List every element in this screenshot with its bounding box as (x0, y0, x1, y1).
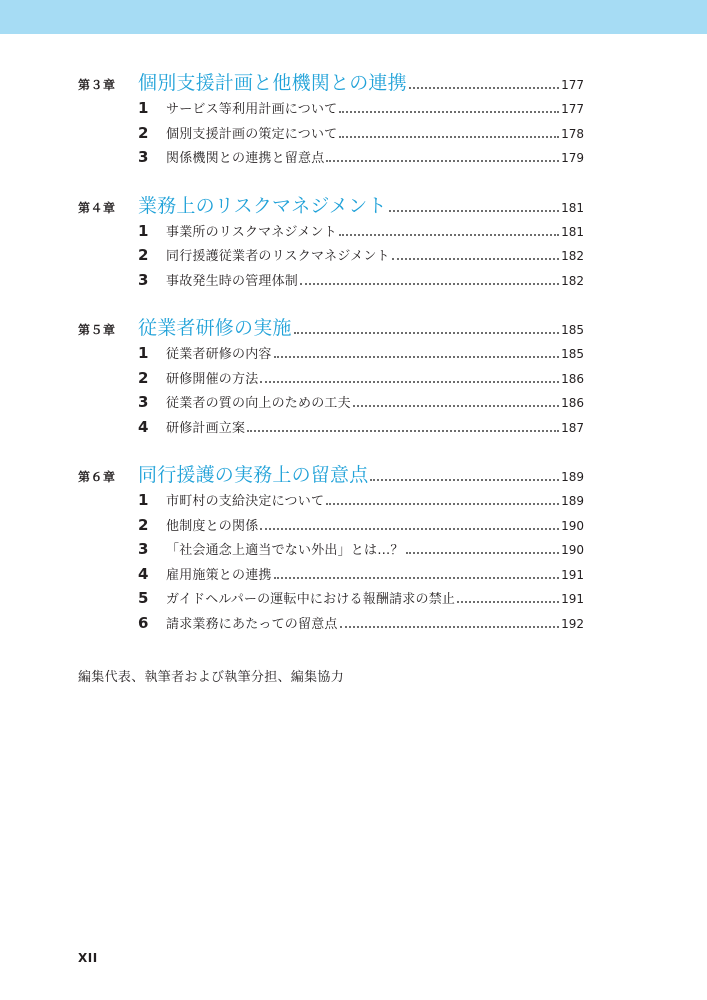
dot-leader (260, 381, 559, 383)
dot-leader (300, 283, 559, 285)
dot-leader (247, 430, 559, 432)
section-title: 同行援護従業者のリスクマネジメント (166, 249, 390, 264)
toc-entry[interactable] (78, 515, 584, 540)
chapter-label: 第３章 (78, 78, 116, 92)
dot-leader (340, 626, 559, 628)
section-number: 1 (138, 221, 149, 240)
section-title: 市町村の支給決定について (166, 494, 325, 509)
dot-leader (339, 234, 559, 236)
section-number: 3 (138, 270, 149, 289)
chapter-title: 個別支援計画と他機関との連携 (138, 72, 407, 94)
chapter-heading[interactable] (78, 460, 584, 490)
page-number: 191 (561, 567, 584, 582)
page-number: 191 (561, 592, 584, 606)
toc-entry[interactable] (78, 613, 584, 638)
dot-leader (260, 528, 559, 530)
dot-leader (457, 601, 559, 603)
section-number: 2 (138, 246, 149, 264)
header-band (0, 0, 707, 34)
toc-entry[interactable] (78, 98, 584, 123)
page-number: 181 (561, 224, 584, 239)
chapter-label: 第５章 (78, 323, 116, 337)
chapter-4 (78, 191, 584, 295)
page-number: 186 (561, 371, 584, 386)
toc-entry[interactable] (78, 221, 584, 246)
section-number: 3 (138, 148, 149, 166)
section-number: 1 (138, 491, 149, 509)
toc-entry[interactable] (78, 245, 584, 270)
page-number: 181 (561, 200, 584, 215)
page-number: 185 (561, 347, 584, 361)
toc-entry[interactable] (78, 270, 584, 295)
chapter-title: 業務上のリスクマネジメント (138, 194, 387, 217)
toc-entry[interactable] (78, 123, 584, 148)
page-number: 189 (561, 470, 584, 484)
section-number: 4 (138, 564, 149, 583)
editorial-credits-entry[interactable]: 編集代表、執筆者および執筆分担、編集協力 (78, 670, 345, 685)
toc-entry[interactable] (78, 539, 584, 564)
chapter-6 (78, 460, 584, 637)
section-title: 従業者研修の内容 (166, 347, 272, 362)
toc-entry[interactable] (78, 392, 584, 417)
page-number: 186 (561, 396, 584, 410)
dot-leader (389, 210, 559, 212)
toc-entry[interactable] (78, 588, 584, 613)
page-folio: XII (78, 951, 98, 965)
section-title: 研修計画立案 (166, 420, 246, 436)
chapter-title: 従業者研修の実施 (138, 317, 292, 339)
page-number: 182 (561, 249, 584, 263)
section-number: 4 (138, 417, 149, 436)
toc-entry[interactable] (78, 490, 584, 515)
section-number: 2 (138, 515, 149, 534)
section-title: 事故発生時の管理体制 (166, 273, 299, 289)
section-title: 請求業務にあたっての留意点 (166, 616, 338, 632)
section-title: サービス等利用計画について (166, 102, 338, 117)
dot-leader (339, 111, 559, 113)
page-number: 190 (561, 518, 584, 533)
chapter-label: 第６章 (78, 470, 116, 484)
section-title: 他制度との関係 (166, 518, 259, 534)
section-number: 2 (138, 368, 149, 387)
section-number: 1 (138, 344, 149, 362)
page-number: 182 (561, 273, 584, 288)
page-number: 177 (561, 78, 584, 92)
toc-entry[interactable] (78, 564, 584, 589)
dot-leader (370, 479, 559, 481)
chapter-heading[interactable] (78, 68, 584, 98)
page-number: 192 (561, 616, 584, 631)
section-title: 雇用施策との連携 (166, 567, 272, 583)
section-title: 「社会通念上適当でない外出」とは…？ (166, 543, 404, 558)
section-number: 1 (138, 99, 149, 117)
chapter-label: 第４章 (78, 200, 116, 215)
section-title: 研修開催の方法 (166, 371, 259, 387)
dot-leader (339, 136, 559, 138)
toc-entry[interactable] (78, 417, 584, 442)
chapter-heading[interactable] (78, 191, 584, 221)
toc-entry[interactable] (78, 368, 584, 393)
toc-entry[interactable] (78, 147, 584, 172)
page-number: 189 (561, 494, 584, 508)
page-number: 185 (561, 323, 584, 337)
page-number: 187 (561, 420, 584, 435)
section-title: ガイドヘルパーの運転中における報酬請求の禁止 (166, 592, 456, 607)
section-number: 3 (138, 393, 149, 411)
section-number: 5 (138, 589, 149, 607)
dot-leader (274, 356, 559, 358)
section-title: 従業者の質の向上のための工夫 (166, 396, 351, 411)
page-number: 178 (561, 126, 584, 141)
page-number: 179 (561, 151, 584, 165)
section-number: 3 (138, 540, 149, 558)
section-title: 個別支援計画の策定について (166, 126, 338, 142)
dot-leader (326, 160, 559, 162)
toc-entry[interactable] (78, 343, 584, 368)
dot-leader (326, 503, 559, 505)
dot-leader (353, 405, 559, 407)
table-of-contents (78, 68, 584, 656)
page-number: 177 (561, 102, 584, 116)
chapter-title: 同行援護の実務上の留意点 (138, 464, 369, 486)
section-title: 事業所のリスクマネジメント (166, 224, 337, 240)
page-number: 190 (561, 543, 584, 557)
section-title: 関係機関との連携と留意点 (166, 151, 325, 166)
dot-leader (406, 552, 559, 554)
dot-leader (409, 87, 559, 89)
chapter-3 (78, 68, 584, 172)
section-number: 2 (138, 123, 149, 142)
dot-leader (294, 332, 559, 334)
chapter-5 (78, 313, 584, 441)
chapter-heading[interactable] (78, 313, 584, 343)
dot-leader (274, 577, 559, 579)
dot-leader (392, 258, 559, 260)
section-number: 6 (138, 613, 149, 632)
